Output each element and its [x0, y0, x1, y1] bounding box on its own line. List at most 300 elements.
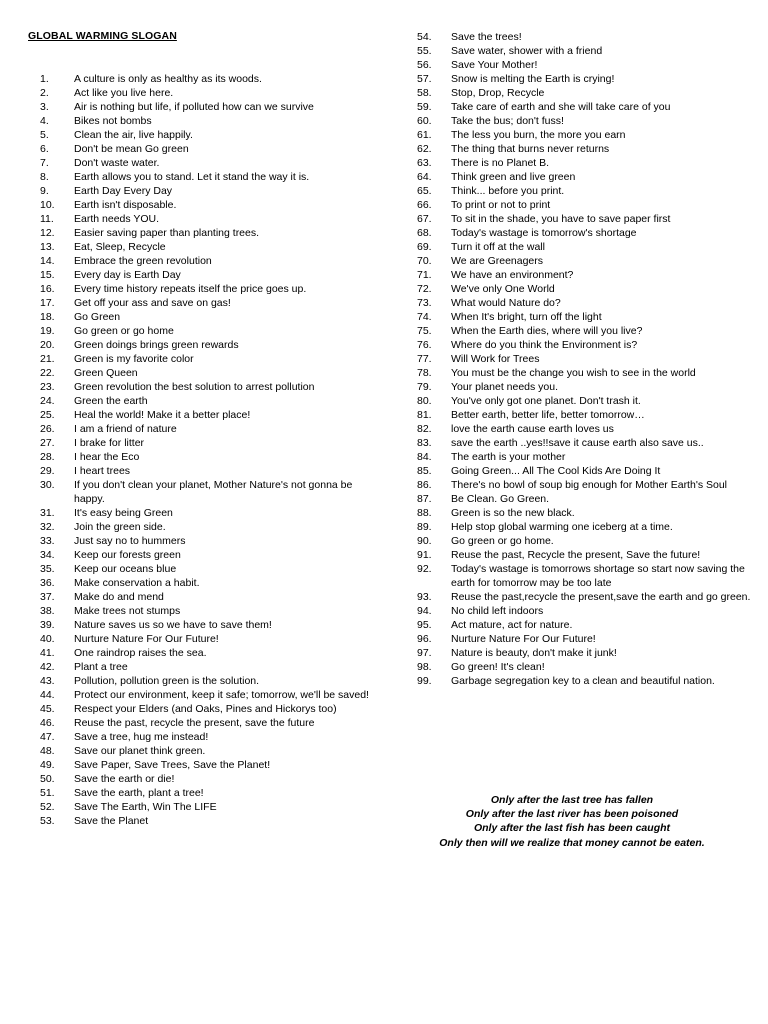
slogan-text: To sit in the shade, you have to save paper first	[451, 213, 671, 225]
slogan-list-left	[40, 72, 380, 828]
slogan-item	[40, 226, 380, 240]
slogan-number: 96.	[417, 633, 432, 645]
slogan-item	[417, 590, 757, 604]
slogan-item	[40, 786, 380, 800]
slogan-text: Earth allows you to stand. Let it stand the way it is.	[74, 171, 310, 183]
slogan-text: Today's wastage is tomorrows shortage so start now saving the earth for tomorrow may be too late	[451, 563, 745, 589]
slogan-text: Pollution, pollution green is the solution.	[74, 675, 260, 687]
slogan-item	[40, 506, 380, 520]
slogan-number: 35.	[40, 563, 55, 575]
slogan-text: Reuse the past, Recycle the present, Save the future!	[451, 549, 701, 561]
slogan-item	[40, 562, 380, 576]
slogan-number: 15.	[40, 269, 55, 281]
slogan-number: 46.	[40, 717, 55, 729]
slogan-item	[417, 338, 757, 352]
quote-line: Only after the last fish has been caught	[473, 822, 671, 835]
slogan-number: 43.	[40, 675, 55, 687]
slogan-text: Go Green	[74, 311, 121, 323]
slogan-text: Save Paper, Save Trees, Save the Planet!	[74, 759, 271, 771]
slogan-number: 34.	[40, 549, 55, 561]
slogan-number: 80.	[417, 395, 432, 407]
slogan-number: 44.	[40, 689, 55, 701]
slogan-text: Respect your Elders (and Oaks, Pines and Hickorys too)	[74, 703, 337, 715]
slogan-number: 90.	[417, 535, 432, 547]
slogan-number: 78.	[417, 367, 432, 379]
slogan-text: It's easy being Green	[74, 507, 173, 519]
slogan-text: Reuse the past, recycle the present, save the future	[74, 717, 315, 729]
slogan-item	[40, 100, 380, 114]
slogan-text: Protect our environment, keep it safe; tomorrow, we'll be saved!	[74, 689, 369, 701]
slogan-number: 92.	[417, 563, 432, 575]
slogan-text: The earth is your mother	[451, 451, 566, 463]
slogan-item	[417, 660, 757, 674]
slogan-text: Garbage segregation key to a clean and beautiful nation.	[451, 675, 715, 687]
slogan-text: We have an environment?	[451, 269, 574, 281]
slogan-text: Get off your ass and save on gas!	[74, 297, 231, 309]
slogan-number: 60.	[417, 115, 432, 127]
slogan-number: 53.	[40, 815, 55, 827]
slogan-item	[40, 268, 380, 282]
slogan-number: 65.	[417, 185, 432, 197]
slogan-number: 38.	[40, 605, 55, 617]
slogan-number: 5.	[40, 129, 49, 141]
slogan-number: 28.	[40, 451, 55, 463]
slogan-text: Stop, Drop, Recycle	[451, 87, 545, 99]
slogan-item	[40, 520, 380, 534]
slogan-number: 59.	[417, 101, 432, 113]
slogan-text: love the earth cause earth loves us	[451, 423, 614, 435]
slogan-text: Air is nothing but life, if polluted how can we survive	[74, 101, 314, 113]
slogan-text: Every time history repeats itself the price goes up.	[74, 283, 307, 295]
slogan-number: 73.	[417, 297, 432, 309]
slogan-number: 19.	[40, 325, 55, 337]
slogan-text: Nurture Nature For Our Future!	[74, 633, 219, 645]
slogan-text: Clean the air, live happily.	[74, 129, 193, 141]
slogan-text: I brake for litter	[74, 437, 145, 449]
slogan-item	[40, 338, 380, 352]
slogan-number: 3.	[40, 101, 49, 113]
slogan-item	[417, 114, 757, 128]
slogan-item	[40, 324, 380, 338]
slogan-text: A culture is only as healthy as its woods.	[74, 73, 262, 85]
slogan-number: 31.	[40, 507, 55, 519]
slogan-text: Make trees not stumps	[74, 605, 181, 617]
slogan-text: Go green! It's clean!	[451, 661, 545, 673]
slogan-number: 14.	[40, 255, 55, 267]
slogan-number: 62.	[417, 143, 432, 155]
slogan-text: Go green or go home.	[451, 535, 554, 547]
slogan-text: There is no Planet B.	[451, 157, 550, 169]
slogan-number: 98.	[417, 661, 432, 673]
slogan-text: We've only One World	[451, 283, 555, 295]
slogan-number: 11.	[40, 213, 54, 225]
slogan-text: Snow is melting the Earth is crying!	[451, 73, 615, 85]
slogan-number: 18.	[40, 311, 55, 323]
slogan-number: 21.	[40, 353, 55, 365]
slogan-number: 87.	[417, 493, 432, 505]
slogan-item	[40, 142, 380, 156]
slogan-number: 97.	[417, 647, 432, 659]
slogan-number: 48.	[40, 745, 55, 757]
slogan-text: You've only got one planet. Don't trash it.	[451, 395, 641, 407]
slogan-text: Go green or go home	[74, 325, 174, 337]
slogan-text: I am a friend of nature	[74, 423, 177, 435]
slogan-text: Nurture Nature For Our Future!	[451, 633, 596, 645]
slogan-item	[417, 310, 757, 324]
slogan-number: 75.	[417, 325, 432, 337]
slogan-text: You must be the change you wish to see in the world	[451, 367, 696, 379]
slogan-number: 8.	[40, 171, 49, 183]
slogan-number: 20.	[40, 339, 55, 351]
slogan-text: Help stop global warming one iceberg at a time.	[451, 521, 673, 533]
slogan-item	[417, 436, 757, 450]
slogan-item	[417, 520, 757, 534]
slogan-number: 49.	[40, 759, 55, 771]
slogan-item	[40, 394, 380, 408]
slogan-number: 61.	[417, 129, 432, 141]
slogan-text: We are Greenagers	[451, 255, 544, 267]
slogan-text: Think... before you print.	[451, 185, 565, 197]
slogan-number: 24.	[40, 395, 55, 407]
slogan-item	[417, 240, 757, 254]
slogan-text: Better earth, better life, better tomorrow…	[451, 409, 645, 421]
slogan-text: Earth needs YOU.	[74, 213, 160, 225]
slogan-item	[40, 436, 380, 450]
slogan-number: 2.	[40, 87, 49, 99]
slogan-number: 42.	[40, 661, 55, 673]
slogan-number: 33.	[40, 535, 55, 547]
slogan-number: 12.	[40, 227, 55, 239]
quote-line: Only then will we realize that money cannot be eaten.	[439, 836, 705, 849]
slogan-item	[40, 184, 380, 198]
slogan-item	[40, 534, 380, 548]
slogan-text: Green Queen	[74, 367, 138, 379]
slogan-text: Where do you think the Environment is?	[451, 339, 638, 351]
slogan-item	[40, 408, 380, 422]
slogan-item	[40, 86, 380, 100]
slogan-number: 23.	[40, 381, 55, 393]
slogan-number: 9.	[40, 185, 49, 197]
slogan-number: 39.	[40, 619, 55, 631]
slogan-text: Don't be mean Go green	[74, 143, 189, 155]
slogan-item	[40, 72, 380, 86]
slogan-item	[417, 86, 757, 100]
slogan-number: 10.	[40, 199, 55, 211]
slogan-number: 79.	[417, 381, 432, 393]
slogan-item	[417, 198, 757, 212]
slogan-number: 30.	[40, 479, 55, 491]
slogan-number: 58.	[417, 87, 432, 99]
slogan-item	[417, 184, 757, 198]
slogan-item	[417, 604, 757, 618]
slogan-text: Take care of earth and she will take care of you	[451, 101, 671, 113]
slogan-text: Be Clean. Go Green.	[451, 493, 550, 505]
slogan-item	[417, 44, 757, 58]
slogan-text: There's no bowl of soup big enough for Mother Earth's Soul	[451, 479, 728, 491]
slogan-item	[40, 478, 380, 506]
slogan-item	[417, 506, 757, 520]
slogan-item	[40, 114, 380, 128]
slogan-number: 41.	[40, 647, 55, 659]
slogan-number: 81.	[417, 409, 432, 421]
slogan-text: Today's wastage is tomorrow's shortage	[451, 227, 637, 239]
slogan-text: Easier saving paper than planting trees.	[74, 227, 260, 239]
slogan-item	[417, 212, 757, 226]
slogan-item	[40, 646, 380, 660]
slogan-item	[40, 310, 380, 324]
slogan-number: 76.	[417, 339, 432, 351]
slogan-item	[40, 744, 380, 758]
slogan-item	[417, 534, 757, 548]
slogan-item	[417, 562, 757, 590]
slogan-text: I heart trees	[74, 465, 131, 477]
slogan-number: 51.	[40, 787, 55, 799]
slogan-text: Nature saves us so we have to save them!	[74, 619, 272, 631]
slogan-number: 71.	[417, 269, 432, 281]
slogan-text: Reuse the past,recycle the present,save the earth and go green.	[451, 591, 751, 603]
slogan-number: 27.	[40, 437, 55, 449]
slogan-number: 17.	[40, 297, 55, 309]
slogan-number: 47.	[40, 731, 55, 743]
slogan-item	[417, 492, 757, 506]
slogan-item	[40, 254, 380, 268]
slogan-number: 13.	[40, 241, 55, 253]
slogan-text: Act mature, act for nature.	[451, 619, 573, 631]
slogan-text: Green revolution the best solution to arrest pollution	[74, 381, 315, 393]
slogan-item	[40, 464, 380, 478]
slogan-item	[40, 716, 380, 730]
slogan-text: Make conservation a habit.	[74, 577, 200, 589]
slogan-item	[40, 156, 380, 170]
slogan-item	[417, 226, 757, 240]
slogan-item	[40, 422, 380, 436]
slogan-text: When It's bright, turn off the light	[451, 311, 602, 323]
slogan-number: 72.	[417, 283, 432, 295]
slogan-text: Take the bus; don't fuss!	[451, 115, 564, 127]
slogan-number: 83.	[417, 437, 432, 449]
slogan-item	[417, 618, 757, 632]
slogan-item	[40, 548, 380, 562]
slogan-text: Eat, Sleep, Recycle	[74, 241, 166, 253]
slogan-item	[40, 282, 380, 296]
closing-quote	[392, 793, 752, 850]
slogan-text: Save Your Mother!	[451, 59, 538, 71]
slogan-text: save the earth ..yes!!save it cause earth also save us..	[451, 437, 704, 449]
slogan-number: 91.	[417, 549, 432, 561]
slogan-item	[40, 632, 380, 646]
slogan-number: 57.	[417, 73, 432, 85]
slogan-text: Save our planet think green.	[74, 745, 206, 757]
quote-line: Only after the last river has been poisoned	[465, 808, 679, 821]
quote-line: Only after the last tree has fallen	[490, 794, 654, 806]
slogan-text: If you don't clean your planet, Mother Nature's not gonna be happy.	[74, 479, 353, 505]
slogan-text: Heal the world! Make it a better place!	[74, 409, 251, 421]
slogan-item	[40, 674, 380, 688]
slogan-item	[417, 156, 757, 170]
slogan-number: 16.	[40, 283, 55, 295]
slogan-item	[40, 590, 380, 604]
slogan-number: 84.	[417, 451, 432, 463]
slogan-item	[417, 366, 757, 380]
slogan-number: 86.	[417, 479, 432, 491]
slogan-number: 56.	[417, 59, 432, 71]
slogan-text: Save the earth, plant a tree!	[74, 787, 204, 799]
slogan-item	[417, 72, 757, 86]
slogan-number: 37.	[40, 591, 55, 603]
slogan-item	[417, 352, 757, 366]
slogan-item	[40, 618, 380, 632]
slogan-item	[417, 30, 757, 44]
slogan-number: 95.	[417, 619, 432, 631]
slogan-number: 93.	[417, 591, 432, 603]
slogan-item	[417, 646, 757, 660]
slogan-item	[417, 380, 757, 394]
slogan-text: Bikes not bombs	[74, 115, 152, 127]
slogan-item	[40, 352, 380, 366]
slogan-number: 88.	[417, 507, 432, 519]
slogan-number: 6.	[40, 143, 49, 155]
slogan-item	[417, 296, 757, 310]
slogan-item	[417, 464, 757, 478]
slogan-text: Just say no to hummers	[74, 535, 186, 547]
slogan-number: 77.	[417, 353, 432, 365]
slogan-text: Think green and live green	[451, 171, 576, 183]
slogan-number: 7.	[40, 157, 49, 169]
slogan-text: Nature is beauty, don't make it junk!	[451, 647, 617, 659]
slogan-number: 54.	[417, 31, 432, 43]
slogan-item	[417, 268, 757, 282]
slogan-item	[417, 324, 757, 338]
slogan-number: 22.	[40, 367, 55, 379]
slogan-text: What would Nature do?	[451, 297, 561, 309]
slogan-text: When the Earth dies, where will you live?	[451, 325, 643, 337]
slogan-item	[417, 128, 757, 142]
slogan-item	[417, 254, 757, 268]
slogan-text: Will Work for Trees	[451, 353, 540, 365]
slogan-number: 1.	[40, 73, 49, 85]
slogan-item	[40, 772, 380, 786]
slogan-item	[40, 198, 380, 212]
slogan-text: No child left indoors	[451, 605, 544, 617]
slogan-text: Save the earth or die!	[74, 773, 175, 785]
slogan-text: Plant a tree	[74, 661, 128, 673]
slogan-item	[417, 58, 757, 72]
slogan-item	[40, 366, 380, 380]
slogan-item	[417, 450, 757, 464]
slogan-text: Save water, shower with a friend	[451, 45, 603, 57]
slogan-text: Going Green... All The Cool Kids Are Doing It	[451, 465, 661, 477]
slogan-text: Embrace the green revolution	[74, 255, 212, 267]
slogan-number: 50.	[40, 773, 55, 785]
slogan-text: Act like you live here.	[74, 87, 174, 99]
slogan-number: 67.	[417, 213, 432, 225]
slogan-text: The thing that burns never returns	[451, 143, 610, 155]
slogan-item	[40, 212, 380, 226]
slogan-item	[40, 170, 380, 184]
slogan-item	[40, 128, 380, 142]
slogan-item	[40, 730, 380, 744]
slogan-item	[40, 380, 380, 394]
slogan-number: 52.	[40, 801, 55, 813]
slogan-item	[417, 478, 757, 492]
slogan-text: Green the earth	[74, 395, 148, 407]
slogan-number: 82.	[417, 423, 432, 435]
slogan-number: 68.	[417, 227, 432, 239]
slogan-item	[417, 422, 757, 436]
slogan-item	[40, 814, 380, 828]
slogan-item	[40, 604, 380, 618]
slogan-number: 55.	[417, 45, 432, 57]
slogan-item	[40, 688, 380, 702]
slogan-number: 4.	[40, 115, 49, 127]
slogan-text: The less you burn, the more you earn	[451, 129, 626, 141]
slogan-text: Green doings brings green rewards	[74, 339, 239, 351]
slogan-number: 99.	[417, 675, 432, 687]
slogan-item	[417, 674, 757, 688]
slogan-text: Make do and mend	[74, 591, 164, 603]
slogan-text: Save The Earth, Win The LIFE	[74, 801, 217, 813]
slogan-item	[417, 142, 757, 156]
slogan-number: 25.	[40, 409, 55, 421]
slogan-number: 89.	[417, 521, 432, 533]
slogan-item	[417, 100, 757, 114]
slogan-text: Save a tree, hug me instead!	[74, 731, 209, 743]
slogan-text: Green is so the new black.	[451, 507, 575, 519]
slogan-text: Turn it off at the wall	[451, 241, 545, 253]
slogan-item	[40, 660, 380, 674]
slogan-list-right	[417, 30, 757, 688]
slogan-text: Keep our oceans blue	[74, 563, 177, 575]
slogan-number: 69.	[417, 241, 432, 253]
slogan-text: Don't waste water.	[74, 157, 160, 169]
slogan-number: 36.	[40, 577, 55, 589]
slogan-text: Join the green side.	[74, 521, 166, 533]
slogan-number: 40.	[40, 633, 55, 645]
slogan-number: 66.	[417, 199, 432, 211]
slogan-item	[417, 632, 757, 646]
slogan-number: 26.	[40, 423, 55, 435]
slogan-number: 32.	[40, 521, 55, 533]
slogan-item	[40, 576, 380, 590]
slogan-item	[40, 800, 380, 814]
slogan-text: Your planet needs you.	[451, 381, 559, 393]
slogan-item	[417, 282, 757, 296]
slogan-text: Save the Planet	[74, 815, 149, 827]
slogan-number: 85.	[417, 465, 432, 477]
slogan-text: Save the trees!	[451, 31, 522, 43]
slogan-text: To print or not to print	[451, 199, 551, 211]
slogan-number: 64.	[417, 171, 432, 183]
slogan-number: 63.	[417, 157, 432, 169]
slogan-number: 94.	[417, 605, 432, 617]
slogan-item	[417, 548, 757, 562]
slogan-text: Keep our forests green	[74, 549, 181, 561]
slogan-number: 45.	[40, 703, 55, 715]
slogan-item	[40, 240, 380, 254]
slogan-number: 70.	[417, 255, 432, 267]
slogan-item	[40, 702, 380, 716]
slogan-item	[417, 408, 757, 422]
slogan-text: Every day is Earth Day	[74, 269, 181, 281]
slogan-text: I hear the Eco	[74, 451, 140, 463]
slogan-number: 74.	[417, 311, 432, 323]
slogan-text: Earth Day Every Day	[74, 185, 173, 197]
slogan-item	[40, 450, 380, 464]
slogan-text: One raindrop raises the sea.	[74, 647, 207, 659]
slogan-text: Earth isn't disposable.	[74, 199, 177, 211]
slogan-item	[40, 758, 380, 772]
slogan-item	[417, 394, 757, 408]
